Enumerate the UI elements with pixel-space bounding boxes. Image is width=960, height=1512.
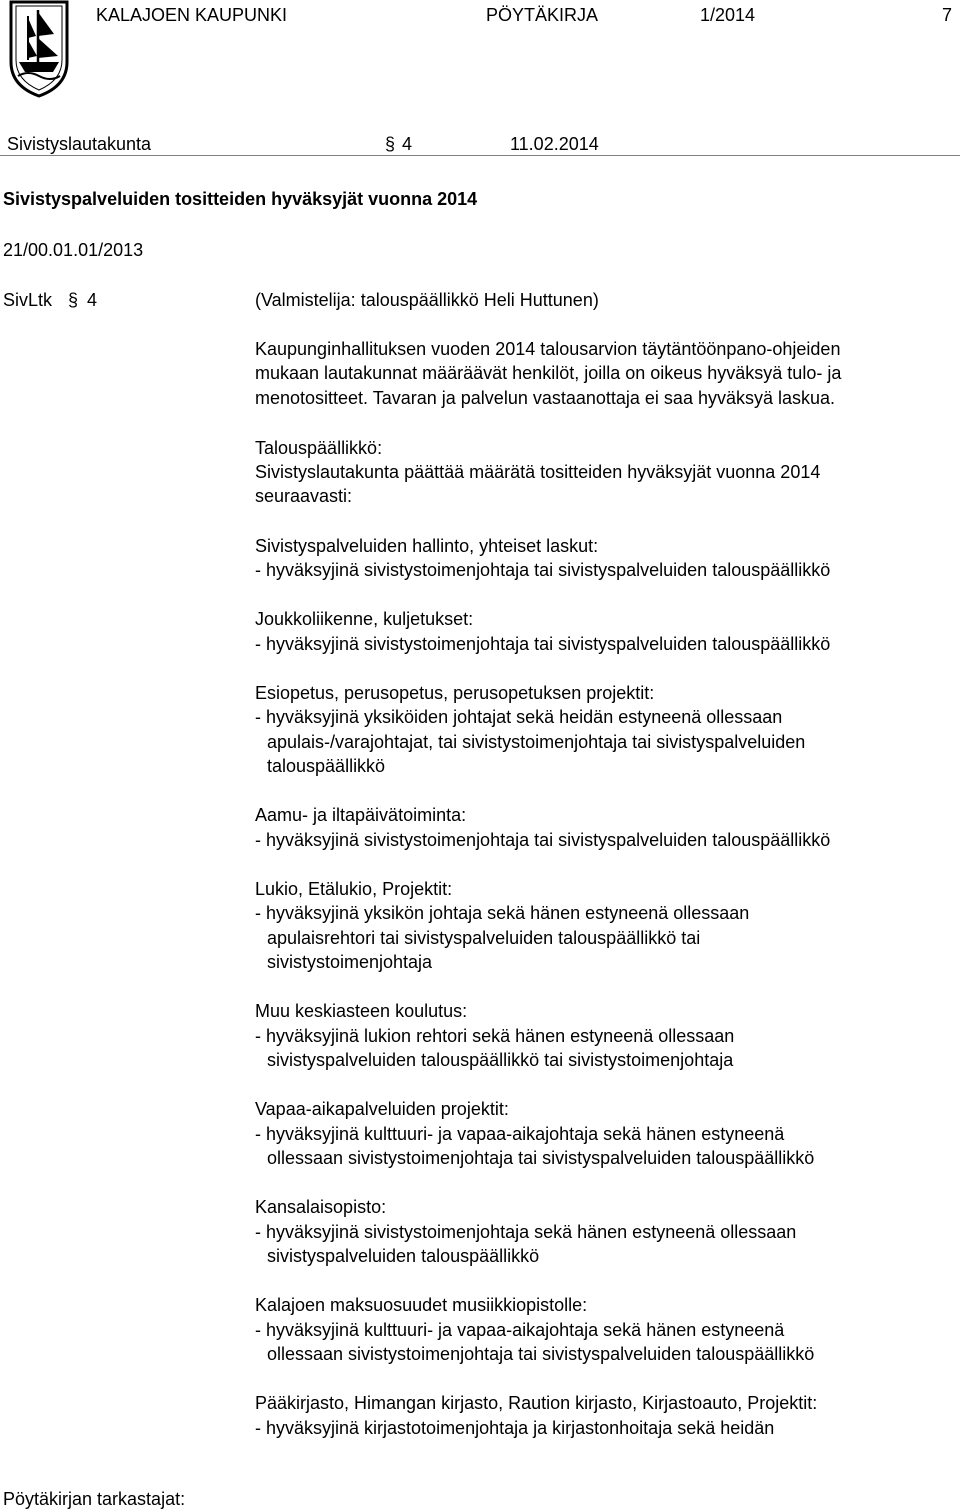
group-line: talouspäällikkö [267, 756, 386, 776]
header-doc-number: 1/2014 [700, 5, 756, 25]
group-line: - hyväksyjinä lukion rehtori sekä hänen estyneenä ollessaan [255, 1026, 735, 1046]
proposal-line: seuraavasti: [255, 486, 353, 506]
item-ref-number: 21/00.01.01/2013 [3, 240, 144, 260]
group-heading: Aamu- ja iltapäivätoiminta: [255, 805, 467, 825]
group-line: - hyväksyjinä sivistystoimenjohtaja tai sivistyspalveluiden talouspäällikkö [255, 634, 831, 654]
reviewers-label: Pöytäkirjan tarkastajat: [3, 1489, 186, 1509]
group-line: - hyväksyjinä yksikön johtaja sekä hänen estyneenä ollessaan [255, 903, 750, 923]
item-title: Sivistyspalveluiden tositteiden hyväksyjät vuonna 2014 [3, 189, 478, 209]
preparer-note: (Valmistelija: talouspäällikkö Heli Huttunen) [255, 290, 599, 310]
group-line: - hyväksyjinä sivistystoimenjohtaja tai sivistyspalveluiden talouspäällikkö [255, 830, 831, 850]
group-heading: Pääkirjasto, Himangan kirjasto, Raution kirjasto, Kirjastoauto, Projektit: [255, 1393, 818, 1413]
group-heading: Lukio, Etälukio, Projektit: [255, 879, 453, 899]
group-line: - hyväksyjinä sivistystoimenjohtaja sekä hänen estyneenä ollessaan [255, 1222, 797, 1242]
group-line: - hyväksyjinä kulttuuri- ja vapaa-aikajohtaja sekä hänen estyneenä [255, 1320, 785, 1340]
group-line: sivistystoimenjohtaja [267, 952, 433, 972]
group-line: - hyväksyjinä kirjastotoimenjohtaja ja kirjastonhoitaja sekä heidän [255, 1418, 775, 1438]
group-line: ollessaan sivistystoimenjohtaja tai sivistyspalveluiden talouspäällikkö [267, 1148, 815, 1168]
group-line: sivistyspalveluiden talouspäällikkö tai sivistystoimenjohtaja [267, 1050, 734, 1070]
intro-line: menotositteet. Tavaran ja palvelun vastaanottaja ei saa hyväksyä laskua. [255, 388, 836, 408]
item-section-sign: § [68, 290, 79, 310]
meeting-section: 4 [402, 134, 413, 154]
header-page-number: 7 [942, 5, 953, 25]
group-line: - hyväksyjinä yksiköiden johtajat sekä heidän estyneenä ollessaan [255, 707, 783, 727]
meeting-section-sign: § [385, 134, 396, 154]
intro-line: Kaupunginhallituksen vuoden 2014 talousarvion täytäntöönpano-ohjeiden [255, 339, 841, 359]
group-line: - hyväksyjinä kulttuuri- ja vapaa-aikajohtaja sekä hänen estyneenä [255, 1124, 785, 1144]
group-line: apulais-/varajohtajat, tai sivistystoimenjohtaja tai sivistyspalveluiden [267, 732, 806, 752]
header-municipality: KALAJOEN KAUPUNKI [96, 5, 288, 25]
group-heading: Vapaa-aikapalveluiden projektit: [255, 1099, 509, 1119]
intro-line: mukaan lautakunnat määräävät henkilöt, joilla on oikeus hyväksyä tulo- ja [255, 363, 842, 383]
group-heading: Kansalaisopisto: [255, 1197, 387, 1217]
group-line: sivistyspalveluiden talouspäällikkö [267, 1246, 540, 1266]
meeting-body: Sivistyslautakunta [7, 134, 152, 154]
meeting-date: 11.02.2014 [510, 134, 599, 154]
municipal-crest-logo [8, 0, 70, 98]
group-heading: Esiopetus, perusopetus, perusopetuksen projektit: [255, 683, 655, 703]
header-rule [0, 155, 960, 156]
group-heading: Kalajoen maksuosuudet musiikkiopistolle: [255, 1295, 588, 1315]
item-section: 4 [87, 290, 98, 310]
group-line: ollessaan sivistystoimenjohtaja tai sivistyspalveluiden talouspäällikkö [267, 1344, 815, 1364]
proposal-line: Sivistyslautakunta päättää määrätä tositteiden hyväksyjät vuonna 2014 [255, 462, 821, 482]
proposal-label: Talouspäällikkö: [255, 438, 383, 458]
committee-code: SivLtk [3, 290, 53, 310]
header-doc-type: PÖYTÄKIRJA [486, 5, 599, 25]
group-line: apulaisrehtori tai sivistyspalveluiden talouspäällikkö tai [267, 928, 701, 948]
group-heading: Sivistyspalveluiden hallinto, yhteiset laskut: [255, 536, 599, 556]
group-heading: Joukkoliikenne, kuljetukset: [255, 609, 474, 629]
group-line: - hyväksyjinä sivistystoimenjohtaja tai sivistyspalveluiden talouspäällikkö [255, 560, 831, 580]
group-heading: Muu keskiasteen koulutus: [255, 1001, 468, 1021]
